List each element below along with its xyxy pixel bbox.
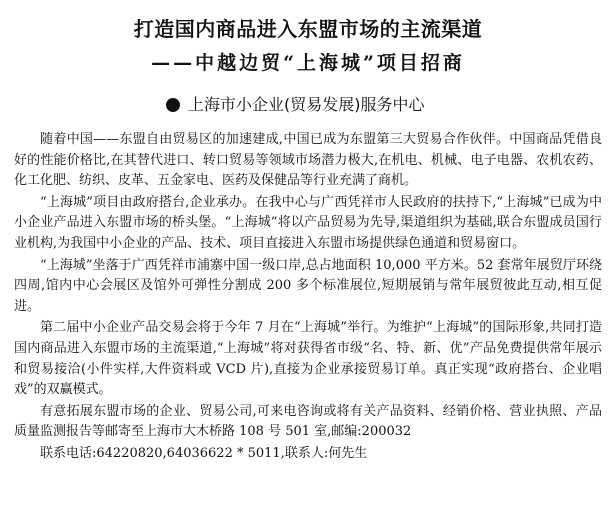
organization-name: 上海市小企业(贸易发展)服务中心: [188, 95, 425, 114]
paragraph: “上海城”坐落于广西凭祥市浦寨中国一级口岸,总占地面积 10,000 平方米。52 套常年展贸厅环绕四周,馆内中心会展区及馆外可弹性分割成 200 多个标准展位,短期展销与常年展贸彼此互动,相互促进。: [14, 257, 602, 314]
article-title: 打造国内商品进入东盟市场的主流渠道: [133, 17, 483, 41]
paragraph: 第二届中小企业产品交易会将于今年 7 月在“上海城”举行。为维护“上海城”的国际形象,共同打造国内商品进入东盟市场的主流渠道,“上海城”将对获得省市级“名、特、新、优”产品免费提供常年展示和贸易接洽(小件实样,大件资料或 VCD 片),直接为企业承接贸易订单。真正实现“政府搭台、企业唱戏”的双赢模式。: [14, 320, 602, 398]
bullet-icon: [166, 98, 180, 112]
organization-line: [166, 94, 602, 116]
article-body: [14, 130, 602, 465]
paragraph: 随着中国——东盟自由贸易区的加速建成,中国已成为东盟第三大贸易合作伙伴。中国商品凭借良好的性能价格比,在其替代进口、转口贸易等领域市场潜力极大,在机电、机械、电子电器、农机农药、化工化肥、纺织、皮革、五金家电、医药及保健品等行业充满了商机。: [14, 132, 602, 189]
paragraph: “上海城”项目由政府搭台,企业承办。在我中心与广西凭祥市人民政府的扶持下,“上海城”已成为中小企业产品进入东盟市场的桥头堡。“上海城”将以产品贸易为先导,渠道组织为基础,联合东盟成员国行业机构,为我国中小企业的产品、技术、项目直接进入东盟市场提供绿色通道和贸易窗口。: [14, 194, 602, 251]
paragraph: 有意拓展东盟市场的企业、贸易公司,可来电咨询或将有关产品资料、经销价格、营业执照、产品质量监测报告等邮寄至上海市大木桥路 108 号 501 室,邮编:200032: [14, 403, 602, 440]
article-subtitle: ——中越边贸“上海城”项目招商: [151, 52, 465, 74]
contact-line: 联系电话:64220820,64036622 * 5011,联系人:何先生: [40, 445, 368, 461]
